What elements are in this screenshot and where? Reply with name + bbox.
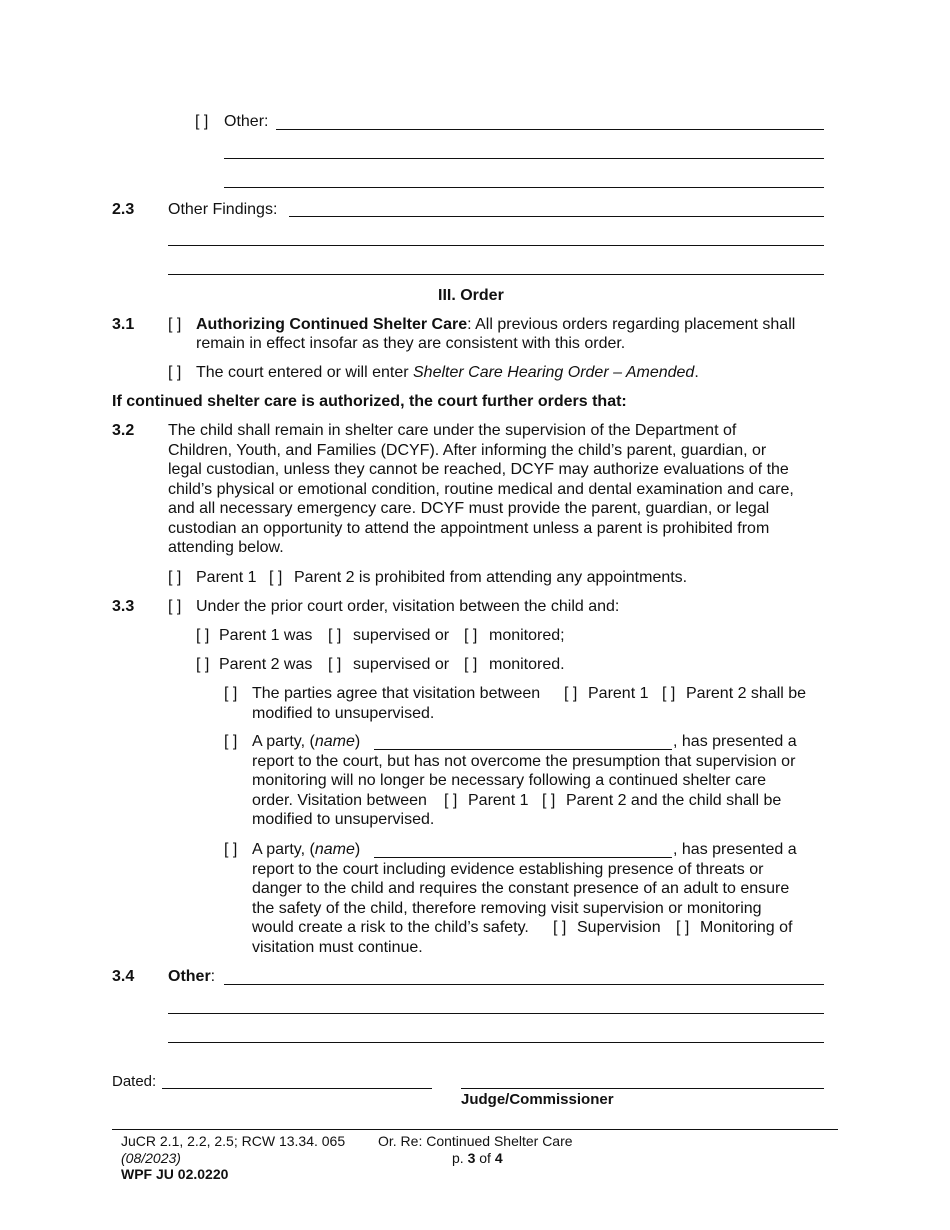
checkbox-agree-parent-1[interactable]: [ ] xyxy=(564,685,578,702)
section-number-3-2: 3.2 xyxy=(112,422,135,439)
party-option-1-has-presented: , has presented a xyxy=(673,733,797,750)
footer-form-title: Or. Re: Continued Shelter Care xyxy=(378,1133,573,1149)
agree-modified-text: modified to unsupervised. xyxy=(252,704,435,722)
party-name-word: name xyxy=(314,733,355,750)
agree-parent-2-label: Parent 2 shall be xyxy=(686,685,807,702)
other-3-4-label: Other xyxy=(168,968,211,985)
shelter-care-paragraph-line: legal custodian, unless they cannot be reached, DCYF may authorize evaluations of the xyxy=(168,461,789,478)
parent-1-was-label: Parent 1 was xyxy=(219,627,313,644)
prohibit-parent-2-label: Parent 2 is prohibited from attending any appointments. xyxy=(294,569,688,586)
checkbox-agree-parent-2[interactable]: [ ] xyxy=(662,685,676,702)
continued-shelter-care-text xyxy=(196,315,795,335)
shelter-care-paragraph-line: custodian an opportunity to attend the appointment unless a parent is prohibited from xyxy=(168,519,770,537)
shelter-care-paragraph-line: child’s physical or emotional condition, routine medical and dental examination and care, xyxy=(168,480,794,498)
other-top-line-2[interactable] xyxy=(224,158,824,159)
footer-divider xyxy=(112,1129,838,1130)
party-option-2-line: the safety of the child, therefore removing visit supervision or monitoring xyxy=(252,899,762,917)
monitoring-label: Monitoring of xyxy=(700,919,793,936)
other-3-4-colon: : xyxy=(210,968,216,985)
must-continue-text: visitation must continue. xyxy=(252,938,423,956)
checkbox-monitoring[interactable]: [ ] xyxy=(676,919,690,936)
other-findings-line-3[interactable] xyxy=(168,274,824,275)
section-number-3-1: 3.1 xyxy=(112,316,135,333)
checkbox-parent-2-monitored[interactable]: [ ] xyxy=(464,656,478,673)
party-option-1-visitation-prefix: order. Visitation between xyxy=(252,791,427,809)
party-option-2-name-line[interactable] xyxy=(374,857,672,858)
judge-signature-line[interactable] xyxy=(461,1088,824,1089)
checkbox-prior-visitation[interactable]: [ ] xyxy=(168,598,182,615)
party-option-1-line: monitoring will no longer be necessary following a continued shelter care xyxy=(252,772,767,789)
supervision-label: Supervision xyxy=(577,919,661,936)
amended-order-suffix: . xyxy=(694,364,699,381)
parent-2-was-label: Parent 2 was xyxy=(219,656,313,673)
agree-parent-1-label: Parent 1 xyxy=(588,685,649,702)
shelter-care-paragraph-line: Children, Youth, and Families (DCYF). After informing the child’s parent, guardian, or xyxy=(168,441,767,459)
party-close-paren: ) xyxy=(354,733,361,750)
party-prefix-text: A party, ( xyxy=(252,733,315,750)
further-orders-heading: If continued shelter care is authorized, the court further orders that: xyxy=(112,393,627,410)
party-name-word: name xyxy=(314,841,355,858)
other-findings-label: Other Findings: xyxy=(168,201,278,218)
checkbox-parent-2-visitation[interactable]: [ ] xyxy=(196,656,210,673)
party-option-1-modified: modified to unsupervised. xyxy=(252,811,435,828)
checkbox-prohibit-parent-2[interactable]: [ ] xyxy=(269,569,283,586)
shelter-care-paragraph-line: attending below. xyxy=(168,539,284,556)
section-number-3-3: 3.3 xyxy=(112,598,135,615)
judge-commissioner-label: Judge/Commissioner xyxy=(461,1091,614,1108)
party-option-2-has-presented: , has presented a xyxy=(673,841,797,858)
party-prefix-text: A party, ( xyxy=(252,841,315,858)
amended-order-prefix: The court entered or will enter xyxy=(196,364,413,381)
continued-shelter-care-line2: remain in effect insofar as they are consistent with this order. xyxy=(196,335,626,352)
party-close-paren: ) xyxy=(354,841,361,858)
checkbox-option-1-parent-1[interactable]: [ ] xyxy=(444,791,458,809)
parent-2-supervised-label: supervised or xyxy=(353,656,450,673)
prior-visitation-intro: Under the prior court order, visitation between the child and: xyxy=(196,598,620,615)
dated-label: Dated: xyxy=(112,1073,157,1090)
option-1-parent-2-label: Parent 2 and the child shall be xyxy=(566,791,782,809)
party-option-2-prefix xyxy=(252,840,360,860)
checkbox-continued-shelter-care[interactable]: [ ] xyxy=(168,316,182,333)
checkbox-other-top[interactable]: [ ] xyxy=(195,113,209,130)
footer-date: (08/2023) xyxy=(121,1150,181,1166)
other-3-4-line-1[interactable] xyxy=(224,984,824,985)
other-findings-line-1[interactable] xyxy=(289,216,824,217)
checkbox-parent-1-monitored[interactable]: [ ] xyxy=(464,627,478,644)
checkbox-parties-agree[interactable]: [ ] xyxy=(224,685,238,702)
footer-page-number xyxy=(452,1150,503,1167)
amended-order-title: Shelter Care Hearing Order – Amended xyxy=(413,364,695,381)
shelter-care-paragraph-line: The child shall remain in shelter care under the supervision of the Department of xyxy=(168,422,737,439)
option-1-parent-1-label: Parent 1 xyxy=(468,791,529,809)
continued-shelter-care-title: Authorizing Continued Shelter Care xyxy=(196,316,468,333)
checkbox-parent-1-visitation[interactable]: [ ] xyxy=(196,627,210,644)
page-total: 4 xyxy=(494,1150,503,1166)
party-option-1-prefix xyxy=(252,732,360,752)
continued-shelter-care-line1: : All previous orders regarding placement shall xyxy=(467,316,796,333)
section-number-2-3: 2.3 xyxy=(112,201,135,218)
checkbox-prohibit-parent-1[interactable]: [ ] xyxy=(168,569,182,586)
parent-1-monitored-label: monitored; xyxy=(489,627,565,644)
other-findings-line-2[interactable] xyxy=(168,245,824,246)
checkbox-option-1-parent-2[interactable]: [ ] xyxy=(542,791,556,809)
checkbox-party-option-2[interactable]: [ ] xyxy=(224,841,238,858)
shelter-care-paragraph-line: and all necessary emergency care. DCYF must provide the parent, guardian, or legal xyxy=(168,500,770,517)
other-top-line-1[interactable] xyxy=(276,129,824,130)
other-3-4-label-wrap xyxy=(168,967,215,987)
section-heading-order: III. Order xyxy=(438,287,504,304)
page-prefix: p. xyxy=(452,1150,468,1166)
parent-2-monitored-label: monitored. xyxy=(489,656,565,673)
other-top-line-3[interactable] xyxy=(224,187,824,188)
dated-line[interactable] xyxy=(162,1088,432,1089)
other-3-4-line-3[interactable] xyxy=(168,1042,824,1043)
parent-1-supervised-label: supervised or xyxy=(353,627,450,644)
amended-order-text xyxy=(196,363,699,383)
other-top-label: Other: xyxy=(224,113,269,130)
section-number-3-4: 3.4 xyxy=(112,968,135,985)
checkbox-party-option-1[interactable]: [ ] xyxy=(224,733,238,750)
footer-citation: JuCR 2.1, 2.2, 2.5; RCW 13.34. 065 xyxy=(121,1133,346,1149)
page-of: of xyxy=(475,1150,495,1166)
party-option-2-line: danger to the child and requires the constant presence of an adult to ensure xyxy=(252,880,790,897)
checkbox-supervision[interactable]: [ ] xyxy=(553,919,567,936)
prohibit-parent-1-label: Parent 1 xyxy=(196,569,257,586)
checkbox-amended-order[interactable]: [ ] xyxy=(168,364,182,381)
party-option-1-line: report to the court, but has not overcome the presumption that supervision or xyxy=(252,752,796,770)
checkbox-parent-1-supervised[interactable]: [ ] xyxy=(328,627,342,644)
footer-form-id: WPF JU 02.0220 xyxy=(121,1166,229,1182)
party-option-1-name-line[interactable] xyxy=(374,749,672,750)
parties-agree-text: The parties agree that visitation between xyxy=(252,685,541,702)
page-current: 3 xyxy=(467,1150,476,1166)
other-3-4-line-2[interactable] xyxy=(168,1013,824,1014)
party-option-2-risk-text: would create a risk to the child’s safety. xyxy=(252,919,529,936)
checkbox-parent-2-supervised[interactable]: [ ] xyxy=(328,656,342,673)
party-option-2-line: report to the court including evidence establishing presence of threats or xyxy=(252,860,764,878)
